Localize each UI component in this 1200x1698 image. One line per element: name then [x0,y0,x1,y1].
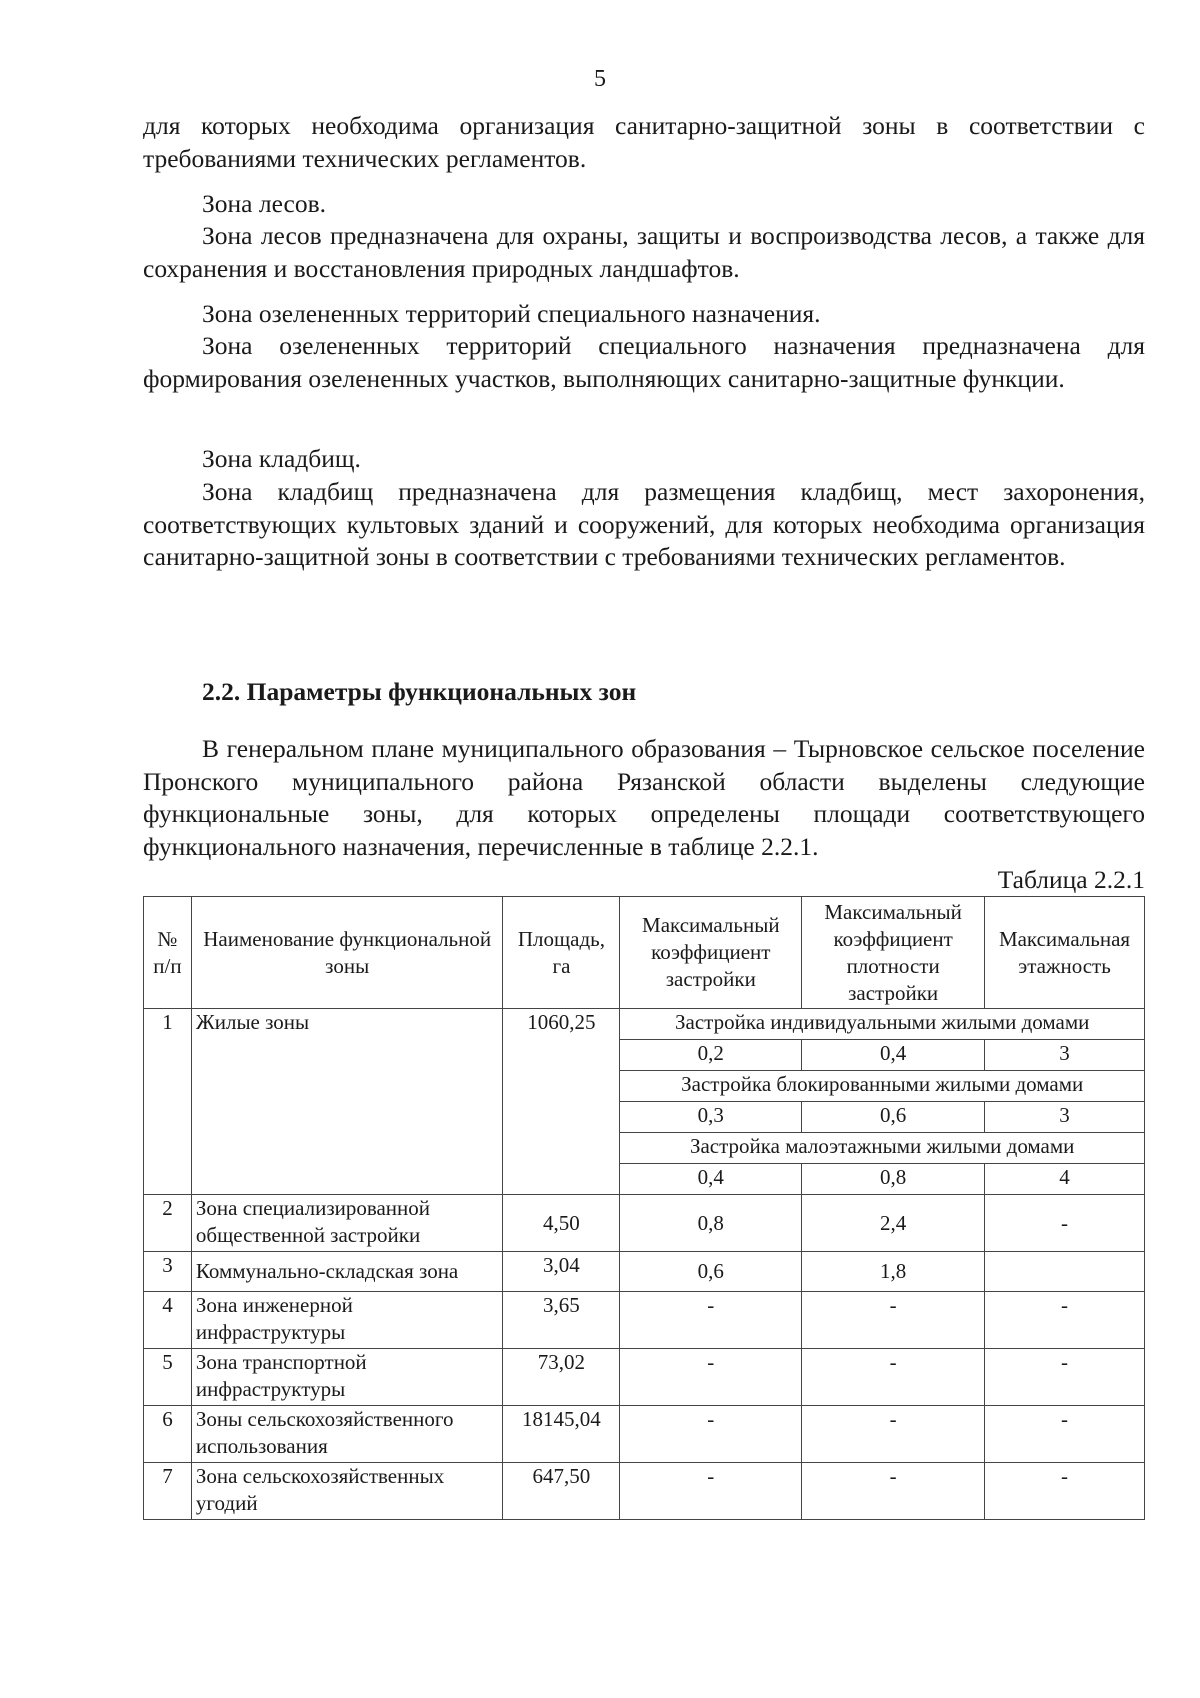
cell-coef-build: 0,2 [620,1040,802,1071]
cell-num: 4 [144,1292,192,1349]
header-floors: Максимальная этажность [985,897,1145,1009]
green-zone-title: Зона озелененных территорий специального назначения. [202,299,821,328]
cell-num: 3 [144,1252,192,1292]
table-row [144,1009,1145,1040]
cell-name: Жилые зоны [191,1009,503,1195]
cemetery-zone-title: Зона кладбищ. [202,444,361,473]
cell-floors [985,1252,1145,1292]
subzone-label: Застройка индивидуальными жилыми домами [620,1009,1145,1040]
cell-coef-density: 0,6 [802,1102,985,1133]
cell-coef-density: 1,8 [802,1252,985,1292]
table-header-row [144,897,1145,1009]
cell-name: Зона сельскохозяйственных угодий [191,1463,503,1520]
cell-floors: - [985,1406,1145,1463]
section-heading: 2.2. Параметры функциональных зон [202,677,637,706]
cell-coef-density: 0,4 [802,1040,985,1071]
cell-floors: 3 [985,1040,1145,1071]
header-num: № п/п [144,897,192,1009]
cell-num: 7 [144,1463,192,1520]
cell-area: 4,50 [503,1195,620,1252]
cell-coef-density: 0,8 [802,1164,985,1195]
cell-coef-density: 2,4 [802,1195,985,1252]
cell-coef-build: - [620,1292,802,1349]
cell-floors: - [985,1292,1145,1349]
cell-area: 3,65 [503,1292,620,1349]
cell-floors: - [985,1349,1145,1406]
cell-coef-density: - [802,1292,985,1349]
cell-coef-density: - [802,1406,985,1463]
cell-num: 1 [144,1009,192,1195]
cell-floors: 4 [985,1164,1145,1195]
table-row [144,1463,1145,1520]
header-area: Площадь, га [503,897,620,1009]
header-name: Наименование функциональной зоны [191,897,503,1009]
table-caption: Таблица 2.2.1 [997,865,1145,894]
table-row [144,1195,1145,1252]
cell-coef-density: - [802,1463,985,1520]
table-row [144,1292,1145,1349]
cell-coef-build: - [620,1349,802,1406]
cell-coef-density: - [802,1349,985,1406]
zones-table [143,896,1145,1520]
section-intro: В генеральном плане муниципального образования – Тырновское сельское поселение Пронского муниципального района Рязанской области выделены следующие функциональные зоны, для которых определены площади соответствующего функционального назначения, перечисленные в таблице 2.2.1. [143,734,1145,861]
cell-name: Зона транспортной инфраструктуры [191,1349,503,1406]
cell-floors: 3 [985,1102,1145,1133]
cell-floors: - [985,1195,1145,1252]
cell-floors: - [985,1463,1145,1520]
cell-num: 5 [144,1349,192,1406]
forest-zone-title: Зона лесов. [202,189,327,218]
cell-area: 1060,25 [503,1009,620,1195]
cell-area: 3,04 [503,1252,620,1292]
subzone-label: Застройка малоэтажными жилыми домами [620,1133,1145,1164]
cell-area: 647,50 [503,1463,620,1520]
cell-coef-build: 0,4 [620,1164,802,1195]
subzone-label: Застройка блокированными жилыми домами [620,1071,1145,1102]
cell-coef-build: - [620,1406,802,1463]
cell-name: Коммунально-складская зона [191,1252,503,1292]
cell-name: Зона инженерной инфраструктуры [191,1292,503,1349]
cell-coef-build: 0,6 [620,1252,802,1292]
cell-name: Зона специализированной общественной застройки [191,1195,503,1252]
table-row [144,1349,1145,1406]
table-row [144,1406,1145,1463]
cell-coef-build: 0,3 [620,1102,802,1133]
cell-num: 2 [144,1195,192,1252]
cemetery-zone-text: Зона кладбищ предназначена для размещения кладбищ, мест захоронения, соответствующих культовых зданий и сооружений, для которых необходима организация санитарно-защитной зоны в соответствии с требованиями технических регламентов. [143,477,1145,571]
cell-coef-build: 0,8 [620,1195,802,1252]
cell-area: 73,02 [503,1349,620,1406]
header-coef-density: Максимальный коэффициент плотности застройки [802,897,985,1009]
paragraph-continuation: для которых необходима организация санитарно-защитной зоны в соответствии с требованиями технических регламентов. [143,111,1145,173]
page-number: 5 [594,66,606,92]
header-coef-build: Максимальный коэффициент застройки [620,897,802,1009]
cell-coef-build: - [620,1463,802,1520]
cell-num: 6 [144,1406,192,1463]
forest-zone-text: Зона лесов предназначена для охраны, защиты и воспроизводства лесов, а также для сохранения и восстановления природных ландшафтов. [143,221,1145,283]
cell-name: Зоны сельскохозяйственного использования [191,1406,503,1463]
table-row [144,1252,1145,1292]
green-zone-text: Зона озелененных территорий специального назначения предназначена для формирования озелененных участков, выполняющих санитарно-защитные функции. [143,331,1145,393]
cell-area: 18145,04 [503,1406,620,1463]
